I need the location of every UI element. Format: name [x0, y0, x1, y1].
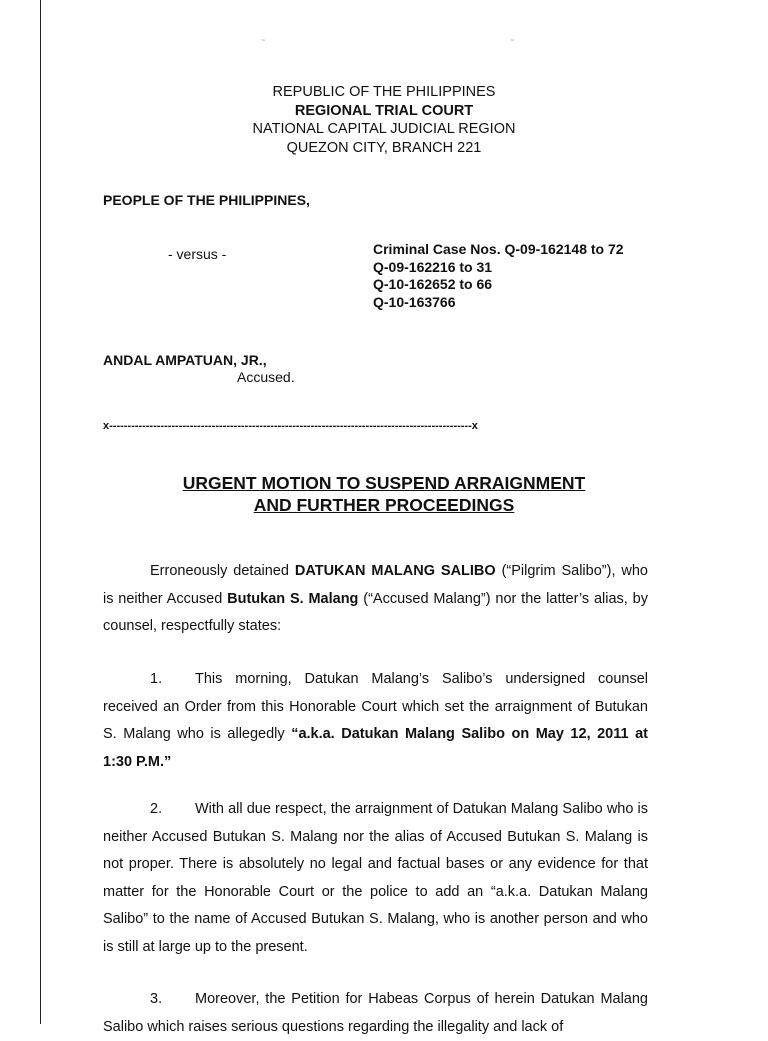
motion-title — [0, 472, 768, 516]
header-republic: REPUBLIC OF THE PHILIPPINES — [272, 84, 496, 100]
intro-text: Erroneously detained — [150, 563, 295, 579]
intro-bold-name: DATUKAN MALANG SALIBO — [294, 563, 496, 579]
paragraph-bold-text: “a.k.a. Datukan Malang Salibo on May 12, 2011 at 1:30 P.M.” — [103, 726, 648, 770]
header-branch: QUEZON CITY, BRANCH 221 — [286, 139, 482, 156]
versus-label: - versus - — [168, 246, 227, 262]
intro-bold-accused: Butukan S. Malang — [227, 590, 359, 607]
case-number-line: Criminal Case Nos. Q-09-162148 to 72 — [373, 241, 624, 257]
paragraph-number: 3. — [150, 991, 163, 1007]
case-number-line: Q-10-163766 — [373, 293, 456, 310]
header-court: REGIONAL TRIAL COURT — [294, 102, 474, 119]
scan-mark: ˜ — [511, 38, 514, 48]
title-line-1: URGENT MOTION TO SUSPEND ARRAIGNMENT — [182, 473, 586, 493]
intro-text: (“Pilgrim Salibo”), who is neither Accused — [103, 563, 648, 607]
defendant-role: Accused. — [237, 369, 295, 385]
paragraph-text: Moreover, the Petition for Habeas Corpus of herein Datukan Malang Salibo which raises serious questions regarding the illegality and lack of — [103, 991, 648, 1035]
defendant-name: ANDAL AMPATUAN, JR., — [103, 352, 267, 368]
case-number-line: Q-09-162216 to 31 — [373, 258, 493, 275]
paragraph-text: This morning, Datukan Malang’s Salibo’s undersigned counsel received an Order from this Honorable Court which set the arraignment of Butukan S. Malang who is allegedly — [103, 671, 648, 742]
intro-paragraph — [103, 558, 648, 641]
court-header — [0, 83, 768, 157]
paragraph-3 — [103, 986, 648, 1041]
title-line-2: AND FURTHER PROCEEDINGS — [253, 495, 515, 515]
case-numbers — [373, 241, 624, 311]
case-number-line: Q-10-162652 to 66 — [373, 276, 493, 292]
paragraph-text: With all due respect, the arraignment of Datukan Malang Salibo who is neither Accused Butukan S. Malang nor the alias of Accused Butukan S. Malang is not proper. There is absolutely no legal and factual bases or any evidence for that matter for the Honorable Court or the police to add an “a.k.a. Datukan Malang Salibo” to the name of Accused Butukan S. Malang, who is another person and who is still at large up to the present. — [103, 801, 648, 955]
scan-mark: ˜ — [262, 38, 265, 48]
plaintiff-name: PEOPLE OF THE PHILIPPINES, — [103, 192, 310, 208]
paragraph-number: 1. — [150, 671, 163, 687]
caption-separator: x---------------------------------------------------------------------------------------------------x — [103, 420, 478, 432]
header-region: NATIONAL CAPITAL JUDICIAL REGION — [252, 121, 516, 137]
intro-text: (“Accused Malang”) nor the latter’s alias, by counsel, respectfully states: — [103, 590, 648, 634]
paragraph-1 — [103, 666, 648, 776]
paragraph-2 — [103, 796, 648, 961]
paragraph-number: 2. — [150, 801, 163, 817]
